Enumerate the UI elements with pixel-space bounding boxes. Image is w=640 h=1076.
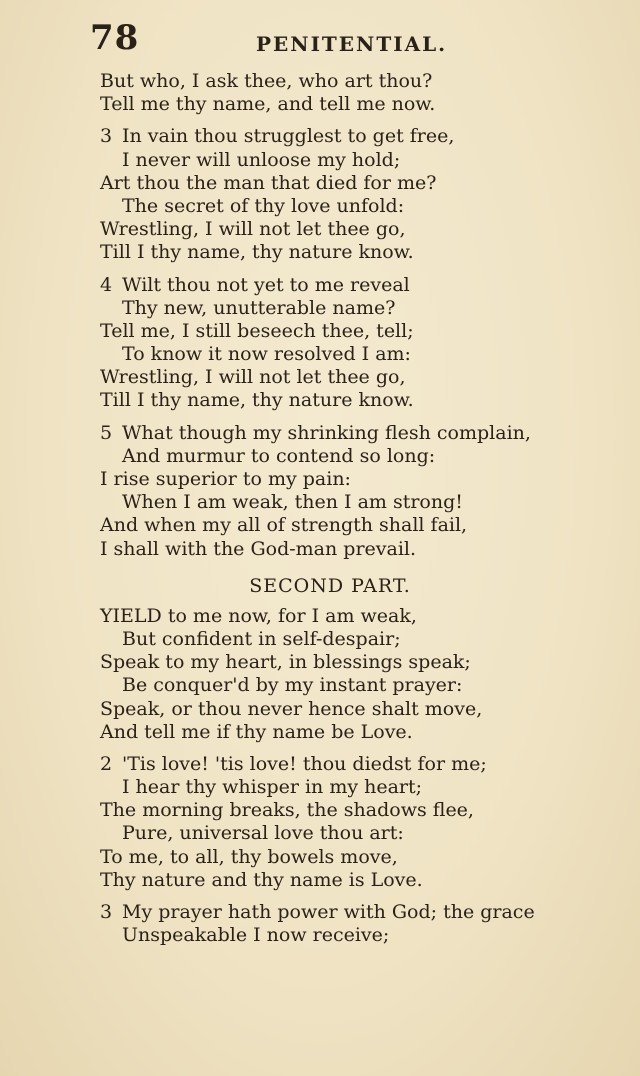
verse-line: I rise superior to my pain: bbox=[100, 468, 351, 490]
part-two-stanza-3 bbox=[100, 901, 600, 947]
verse-line: 3 In vain thou strugglest to get free, bbox=[100, 125, 455, 148]
stanza-number: 2 bbox=[100, 752, 113, 775]
part-two-stanza-1 bbox=[100, 605, 600, 744]
verse-line: Pure, universal love thou art: bbox=[122, 822, 404, 845]
page-number: 78 bbox=[90, 18, 140, 58]
section-title: SECOND PART. bbox=[249, 574, 411, 597]
part-two-stanza-2 bbox=[100, 753, 600, 892]
verse-line: I shall with the God-man prevail. bbox=[100, 537, 417, 560]
verse-line: I never will unloose my hold; bbox=[122, 148, 401, 171]
verse-line: Tell me thy name, and tell me now. bbox=[100, 93, 436, 116]
stanza-3 bbox=[100, 125, 600, 264]
stanza-number: 5 bbox=[100, 421, 113, 444]
verse-line: To know it now resolved I am: bbox=[122, 343, 411, 366]
verse-line: Till I thy name, thy nature know. bbox=[100, 241, 414, 264]
verse-line: Unspeakable I now receive; bbox=[122, 924, 390, 947]
verse-line: And when my all of strength shall fail, bbox=[100, 514, 468, 537]
stanza-number: 3 bbox=[100, 901, 113, 923]
stanza-5 bbox=[100, 422, 600, 561]
opening-word: YIELD bbox=[100, 604, 162, 627]
verse-line: Art thou the man that died for me? bbox=[100, 171, 437, 194]
verse-line: But who, I ask thee, who art thou? bbox=[100, 70, 433, 92]
verse-line: And tell me if thy name be Love. bbox=[100, 720, 413, 743]
verse-line: The morning breaks, the shadows flee, bbox=[100, 799, 474, 822]
verse-line: I hear thy whisper in my heart; bbox=[122, 776, 423, 799]
stanza-2-tail bbox=[100, 70, 600, 116]
verse-line: Till I thy name, thy nature know. bbox=[100, 389, 414, 412]
running-title: PENITENTIAL. bbox=[256, 32, 448, 56]
verse-line: But confident in self-despair; bbox=[122, 627, 401, 650]
verse-line: Thy nature and thy name is Love. bbox=[100, 868, 423, 891]
verse-line: YIELD to me now, for I am weak, bbox=[100, 604, 417, 627]
verse-line: Speak to my heart, in blessings speak; bbox=[100, 651, 471, 674]
verse-line: 4 Wilt thou not yet to me reveal bbox=[100, 273, 410, 296]
verse-line: Be conquer'd by my instant prayer: bbox=[122, 674, 463, 697]
stanza-4 bbox=[100, 274, 600, 413]
hymn-text bbox=[100, 70, 600, 956]
verse-line: When I am weak, then I am strong! bbox=[122, 491, 463, 514]
verse-line: Wrestling, I will not let thee go, bbox=[100, 218, 406, 241]
verse-line: Wrestling, I will not let thee go, bbox=[100, 366, 406, 389]
verse-line: To me, to all, thy bowels move, bbox=[100, 845, 398, 868]
verse-line: 3 My prayer hath power with God; the grace bbox=[100, 901, 535, 923]
verse-line: Tell me, I still beseech thee, tell; bbox=[100, 319, 414, 342]
verse-line: Thy new, unutterable name? bbox=[122, 296, 396, 319]
stanza-number: 4 bbox=[100, 273, 113, 296]
verse-line: And murmur to contend so long: bbox=[122, 444, 436, 467]
verse-line: The secret of thy love unfold: bbox=[122, 194, 405, 217]
stanza-number: 3 bbox=[100, 125, 113, 148]
verse-line: Speak, or thou never hence shalt move, bbox=[100, 697, 483, 720]
page-header bbox=[90, 18, 480, 62]
verse-line: 5 What though my shrinking flesh complain, bbox=[100, 421, 531, 444]
verse-line: 2 'Tis love! 'tis love! thou diedst for me; bbox=[100, 752, 487, 775]
